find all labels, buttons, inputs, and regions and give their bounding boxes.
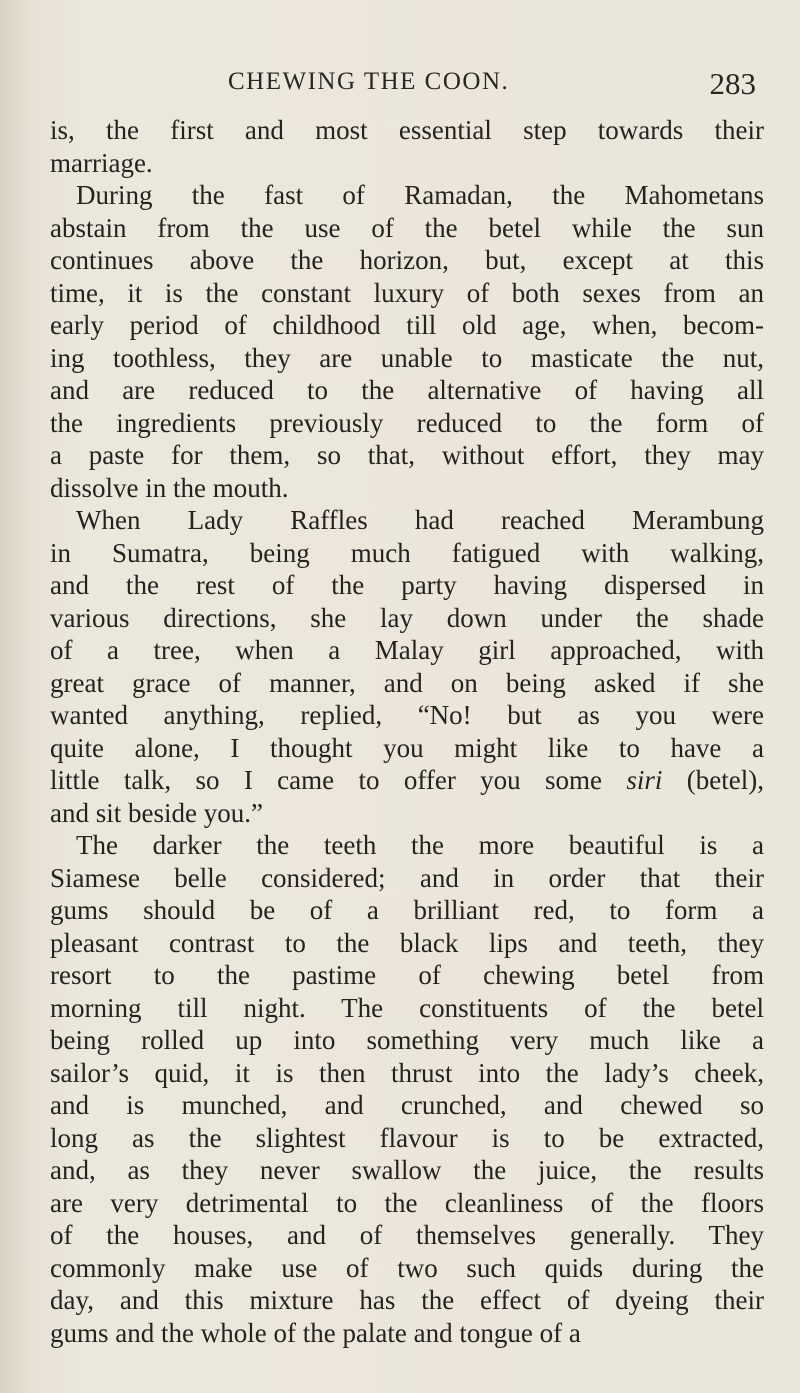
text-line: morning till night. The constituents of the betel	[50, 992, 764, 1023]
italic-word: siri	[626, 765, 663, 795]
text-line: sailor’s quid, it is then thrust into the lady’s cheek,	[50, 1057, 764, 1088]
text-line: commonly make use of two such quids during the	[50, 1252, 764, 1283]
paragraph	[50, 179, 764, 504]
text-line: When Lady Raffles had reached Merambung	[76, 505, 764, 535]
text-line: and, as they never swallow the juice, the results	[50, 1155, 764, 1185]
page-number: 283	[709, 66, 756, 101]
body-text	[50, 114, 764, 1349]
text-line: being rolled up into something very much like a	[50, 1025, 764, 1055]
text-line: are very detrimental to the cleanliness of the floors	[50, 1187, 764, 1218]
paragraph	[50, 504, 764, 829]
text-line: various directions, she lay down under the shade	[50, 602, 764, 633]
text-line: continues above the horizon, but, except at this	[50, 245, 764, 275]
text-line: abstain from the use of the betel while the sun	[50, 212, 764, 243]
text-line: gums should be of a brilliant red, to form a	[50, 895, 764, 925]
text-line: resort to the pastime of chewing betel from	[50, 960, 764, 990]
text-line: and the rest of the party having dispersed in	[50, 570, 764, 600]
text-line: and is munched, and crunched, and chewed so	[50, 1090, 764, 1120]
text-line: Siamese belle considered; and in order that their	[50, 862, 764, 893]
text-line: and sit beside you.”	[50, 797, 263, 828]
running-head: CHEWING THE COON.	[228, 68, 510, 95]
text-line: of the houses, and of themselves generally. They	[50, 1220, 764, 1250]
text-line: a paste for them, so that, without effort, they may	[50, 440, 764, 470]
text-line: the ingredients previously reduced to the form of	[50, 407, 764, 438]
text-line: day, and this mixture has the effect of dyeing their	[50, 1285, 764, 1315]
text-line: of a tree, when a Malay girl approached, with	[50, 635, 764, 665]
text-line: gums and the whole of the palate and tongue of a	[50, 1317, 581, 1348]
paragraph	[50, 829, 764, 1349]
text-line: in Sumatra, being much fatigued with walking,	[50, 537, 764, 568]
text-line: marriage.	[50, 147, 153, 178]
text-line: is, the first and most essential step towards their	[50, 115, 764, 145]
text-line: ing toothless, they are unable to masticate the nut,	[50, 342, 764, 373]
text-line: little talk, so I came to offer you some siri (betel),	[50, 765, 765, 795]
text-line: early period of childhood till old age, when, becom-	[50, 310, 764, 340]
paragraph	[50, 114, 764, 179]
page-header	[0, 68, 800, 108]
text-line: dissolve in the mouth.	[50, 472, 289, 503]
text-line: wanted anything, replied, “No! but as you were	[50, 700, 764, 730]
text-line: pleasant contrast to the black lips and teeth, they	[50, 927, 764, 958]
text-line: long as the slightest flavour is to be extracted,	[50, 1122, 764, 1153]
text-line: quite alone, I thought you might like to have a	[50, 732, 764, 763]
text-line: great grace of manner, and on being asked if she	[50, 667, 764, 698]
text-line: and are reduced to the alternative of having all	[50, 375, 764, 405]
text-line: time, it is the constant luxury of both sexes from an	[50, 277, 764, 308]
text-line: During the fast of Ramadan, the Mahometans	[76, 180, 764, 210]
text-line: The darker the teeth the more beautiful is a	[76, 830, 764, 860]
